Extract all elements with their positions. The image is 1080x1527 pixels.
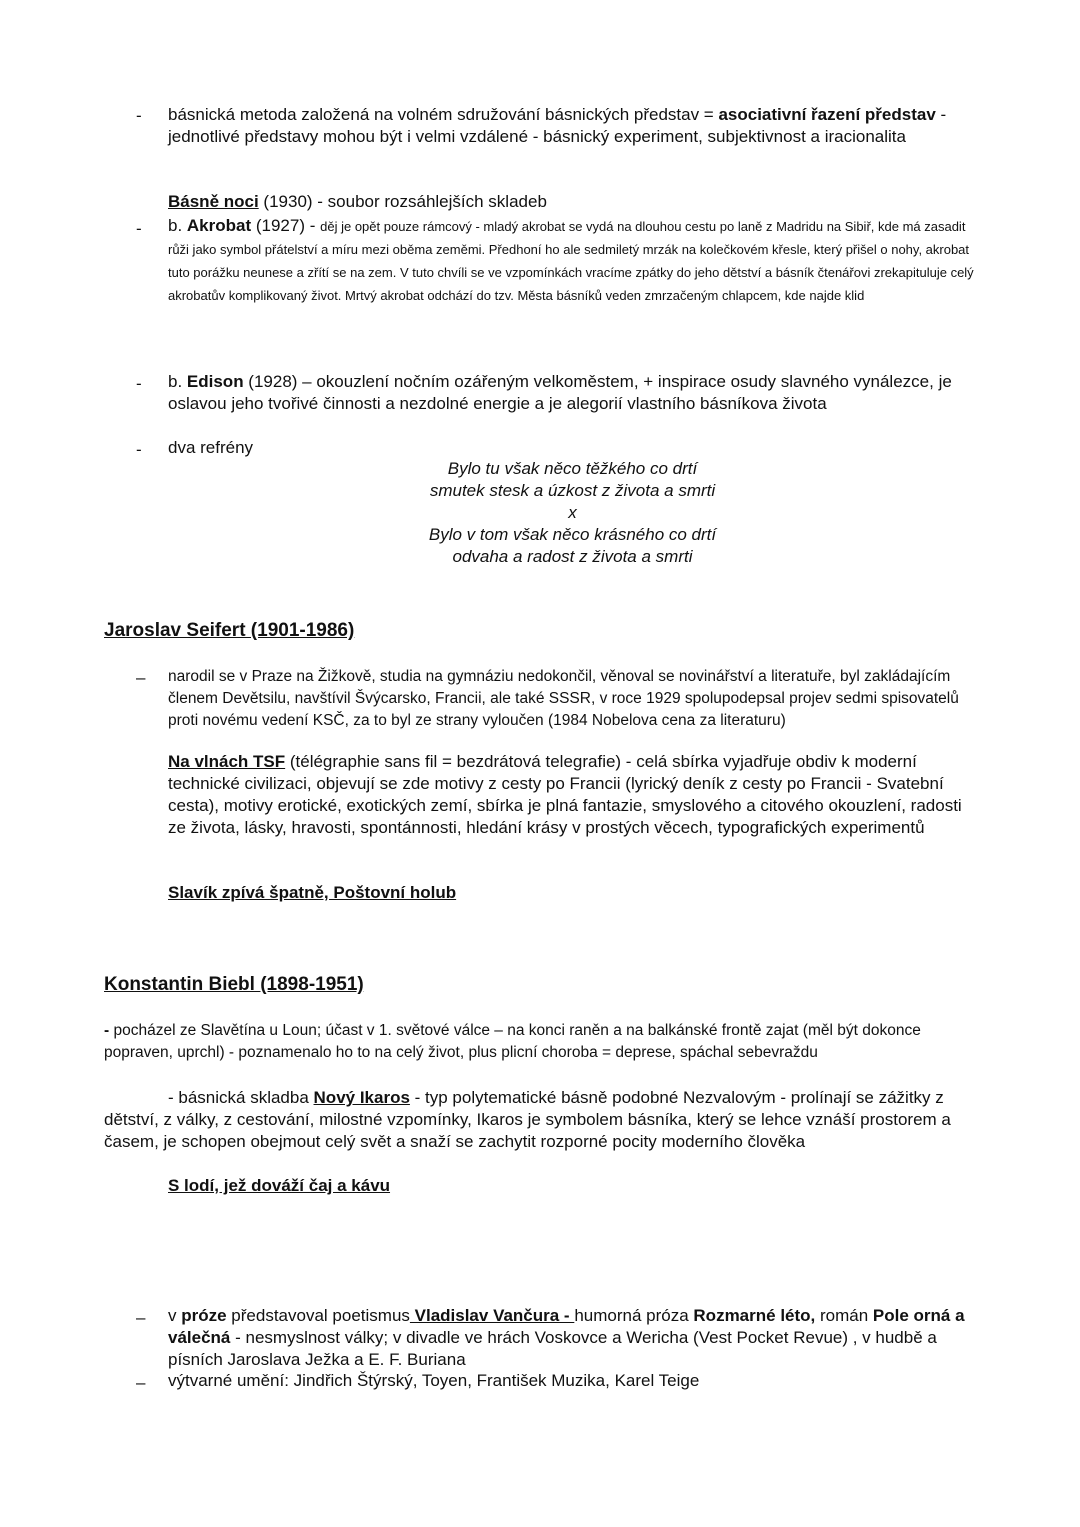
work-title: Básně noci (168, 192, 259, 211)
text: - jednotlivé představy mohou být i velmi vzdálené - básnický experiment, subjektivnost a iracionalita (168, 105, 947, 146)
text: básnická metoda založená na volném sdružování básnických představ = (168, 105, 719, 124)
bullet-dash: - (136, 440, 142, 459)
text: b. (168, 372, 187, 391)
text: (télégraphie sans fil = bezdrátová telegrafie) - celá sbírka vyjadřuje obdiv k moderní technické civilizaci, objevují se zde motivy z cesty po Francii (lyrický deník z cesty po Francii - Svatební cesta), motivy erotické, exotických zemí, sbírka je plná fantazie, smyslového a citového okouzlení, radosti ze života, lásky, hravosti, spontánnosti, hledání krásy v prostých věcech, typografických experimentů (168, 752, 962, 837)
seifert-other-works: Slavík zpívá špatně, Poštovní holub (168, 883, 457, 902)
work-title: Na vlnách TSF (168, 752, 286, 771)
bullet-dash: - (104, 1022, 114, 1039)
work-title: Pole orná a válečná (168, 1306, 965, 1347)
poetismus-art-item: výtvarné umění: Jindřich Štýrský, Toyen, František Muzika, Karel Teige (168, 1371, 700, 1390)
basne-noci-line (168, 191, 978, 213)
bullet-dash: – (136, 1308, 146, 1327)
akrobat-summary: děj je opět pouze rámcový - mladý akrobat se vydá na dlouhou cestu po laně z Madridu na Sibiř, kde má zasadit růži jako symbol přátelství a míru mezi oběma zeměmi. Předhoní ho ale sedmiletý mrzák na kolečkovém křesle, který přišel o nohy, akrobat tuto porážku neunese a zřítí se na zem. V tuto chvíli se ve vzpomínkách vracíme zpátky do jeho dětství a básník čtenářovi zrekapituluje celý akrobatův komplikovaný život. Mrtvý akrobat odchází do tzv. Města básníků veden zmrzačeným chlapcem, kde najde klid (168, 219, 974, 303)
poetismus-prose-item (168, 1305, 978, 1371)
text: - typ polytematické básně podobné Nezvalovým - prolínají se zážitky z dětství, z války, z cestování, milostné vzpomínky, Ikaros je symbolem básníka, který se lehce vznáší prostorem a časem, je schopen obejmout celý svět a snaží se zachytit rozporné pocity moderního člověka (104, 1088, 951, 1151)
tsf-paragraph (168, 751, 978, 839)
edison-item (168, 371, 978, 415)
work-title: Rozmarné léto, (693, 1306, 816, 1325)
biebl-heading: Konstantin Biebl (1898-1951) (104, 974, 364, 995)
association-method-item (168, 104, 978, 148)
text: pocházel ze Slavětína u Loun; účast v 1. světové válce – na konci raněn a na balkánské frontě zajat (měl být dokonce popraven, uprchl) - poznamenalo ho to na celý život, plus plicní choroba = deprese, spáchal sebevraždu (104, 1022, 921, 1061)
text: - nesmyslnost války; v divadle ve hrách Voskovce a Wericha (Vest Pocket Revue) , v hudbě a písních Jaroslava Ježka a E. F. Buriana (168, 1328, 937, 1369)
text: představoval poetismus (226, 1306, 410, 1325)
text: humorná próza (574, 1306, 694, 1325)
biebl-other-work: S lodí, jež dováží čaj a kávu (168, 1176, 391, 1195)
refrain-line: x (568, 503, 577, 522)
refrain-line: odvaha a radost z života a smrti (452, 547, 693, 566)
text: - básnická skladba (168, 1088, 314, 1107)
text: (1928) – okouzlení nočním ozářeným velkoměstem, + inspirace osudy slavného vynálezce, je oslavou jeho tvořivé činnosti a nezdolné energie a je alegorií vlastního básníkova života (168, 372, 952, 413)
seifert-bio: narodil se v Praze na Žižkově, studia na gymnáziu nedokončil, věnoval se novinářství a literatuře, byl zakládajícím členem Devětsilu, navštívil Švýcarsko, Francii, ale také SSSR, v roce 1929 spolupodepsal projev sedmi spisovatelů proti novému vedení KSČ, za to byl ze strany vyloučen (1984 Nobelova cena za literaturu) (168, 668, 959, 729)
text: v (168, 1306, 182, 1325)
text: b. (168, 216, 187, 235)
ikaros-paragraph (104, 1087, 964, 1153)
text: (1927) - (251, 216, 321, 235)
bullet-dash: - (136, 374, 142, 393)
akrobat-item (168, 215, 978, 307)
bullet-dash: - (136, 219, 142, 238)
text: (1930) - soubor rozsáhlejších skladeb (258, 192, 547, 211)
text: román (815, 1306, 873, 1325)
refreny-label: dva refrény (168, 438, 254, 457)
bullet-dash: – (136, 668, 146, 687)
bullet-dash: - (136, 106, 142, 125)
bold-term: asociativní řazení představ (718, 105, 936, 124)
author-name: Vladislav Vančura - (409, 1306, 575, 1325)
bold-term: próze (181, 1306, 227, 1325)
work-title: Akrobat (186, 216, 252, 235)
refrain-block (400, 458, 745, 568)
work-title: Nový Ikaros (313, 1088, 410, 1107)
seifert-heading: Jaroslav Seifert (1901-1986) (104, 620, 355, 641)
refrain-line: smutek stesk a úzkost z života a smrti (429, 481, 716, 500)
refrain-line: Bylo tu však něco těžkého co drtí (447, 459, 698, 478)
bullet-dash: – (136, 1373, 146, 1392)
refrain-line: Bylo v tom však něco krásného co drtí (428, 525, 717, 544)
biebl-bio (104, 1020, 984, 1064)
work-title: Edison (186, 372, 244, 391)
